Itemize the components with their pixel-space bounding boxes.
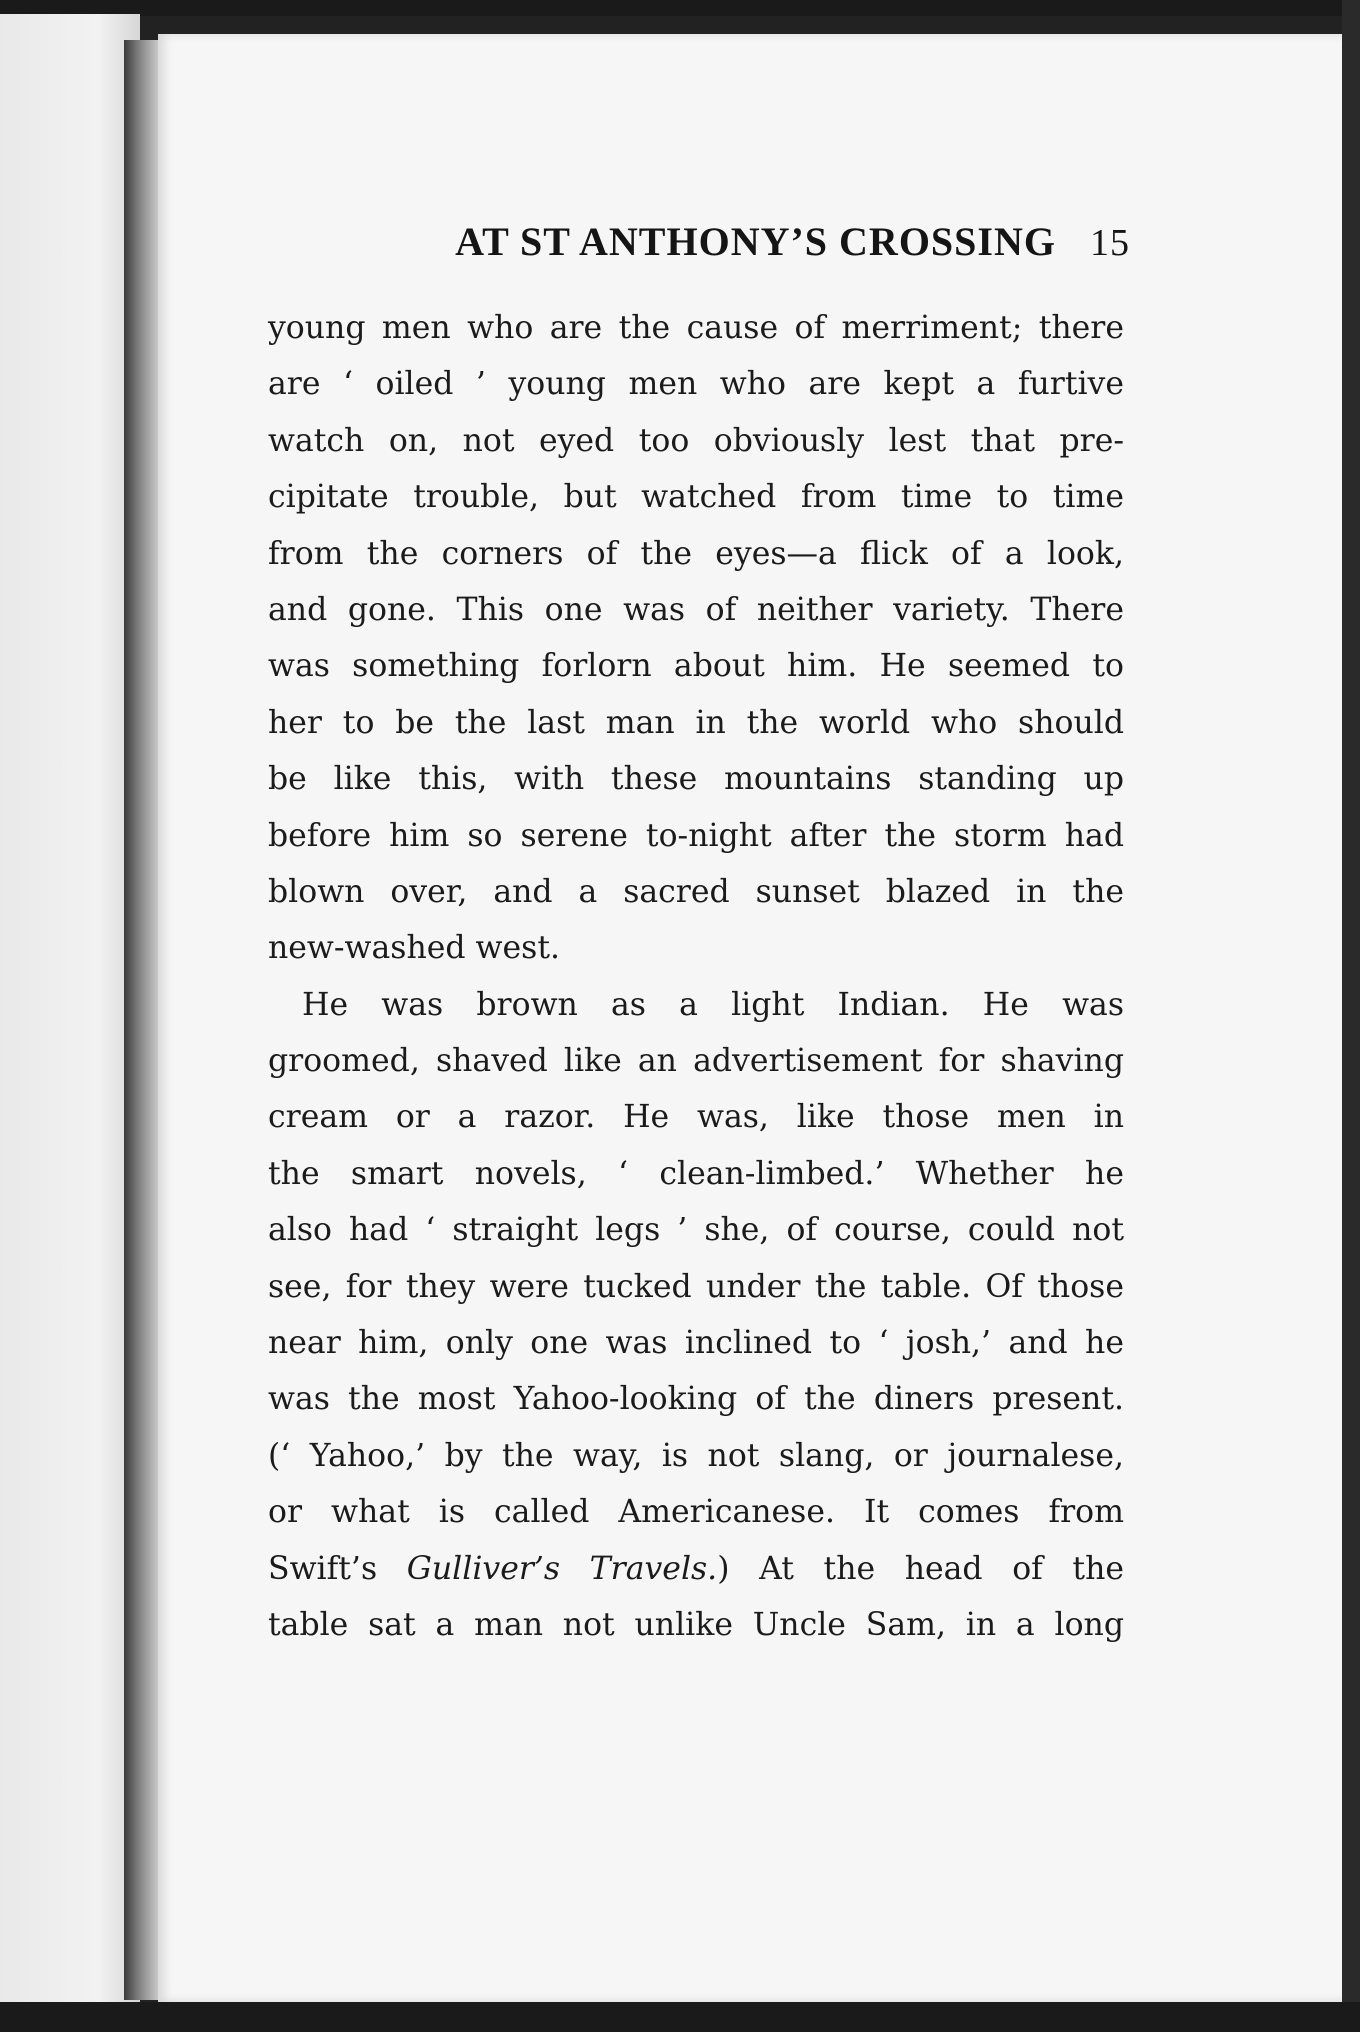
book-spine-shadow xyxy=(124,40,160,2000)
text-line: are ‘ oiled ’ young men who are kept a furtive xyxy=(268,366,1124,403)
running-head xyxy=(200,218,1130,265)
text-line: before him so serene to-night after the storm had xyxy=(268,817,1124,854)
text-line: table sat a man not unlike Uncle Sam, in a long xyxy=(268,1606,1124,1643)
text-line: and gone. This one was of neither variety. There xyxy=(268,591,1124,628)
text-line: was the most Yahoo-looking of the diners present. xyxy=(268,1381,1124,1418)
text-line: also had ‘ straight legs ’ she, of course, could not xyxy=(268,1212,1124,1249)
text-line: cream or a razor. He was, like those men in xyxy=(268,1099,1124,1136)
text-line: groomed, shaved like an advertisement for shaving xyxy=(268,1043,1124,1080)
text-line: (‘ Yahoo,’ by the way, is not slang, or journalese, xyxy=(268,1437,1124,1474)
text-line: from the corners of the eyes—a flick of a look, xyxy=(268,535,1124,572)
text-fragment: ) At the head of the xyxy=(717,1550,1124,1587)
book-title-italic: Gulliver’s Travels. xyxy=(406,1550,718,1587)
body-text xyxy=(268,300,1124,1653)
page-number: 15 xyxy=(1090,222,1130,264)
text-line: see, for they were tucked under the table. Of those xyxy=(268,1268,1124,1305)
text-line: blown over, and a sacred sunset blazed in the xyxy=(268,873,1124,910)
text-line: was something forlorn about him. He seemed to xyxy=(268,648,1124,685)
text-line: the smart novels, ‘ clean-limbed.’ Whether he xyxy=(268,1155,1124,1192)
text-line: her to be the last man in the world who should xyxy=(268,704,1124,741)
scan-bottom-border xyxy=(0,2002,1360,2032)
scan-top-border xyxy=(0,0,1360,16)
text-line: cipitate trouble, but watched from time to time xyxy=(268,479,1124,516)
text-line: near him, only one was inclined to ‘ josh,’ and he xyxy=(268,1325,1124,1362)
text-line-with-italic-title xyxy=(268,1541,1124,1597)
text-line: be like this, with these mountains standing up xyxy=(268,761,1124,798)
text-fragment: Swift’s xyxy=(268,1550,407,1587)
scan-right-border xyxy=(1342,0,1360,2032)
facing-page-edge xyxy=(0,14,140,2004)
text-line: watch on, not eyed too obviously lest that pre- xyxy=(268,422,1124,459)
text-line: He was brown as a light Indian. He was xyxy=(302,986,1124,1023)
text-line: or what is called Americanese. It comes from xyxy=(268,1494,1124,1531)
running-head-title: AT ST ANTHONY’S CROSSING xyxy=(455,219,1056,264)
text-line: young men who are the cause of merriment; there xyxy=(268,310,1124,346)
text-line: new-washed west. xyxy=(268,930,560,967)
